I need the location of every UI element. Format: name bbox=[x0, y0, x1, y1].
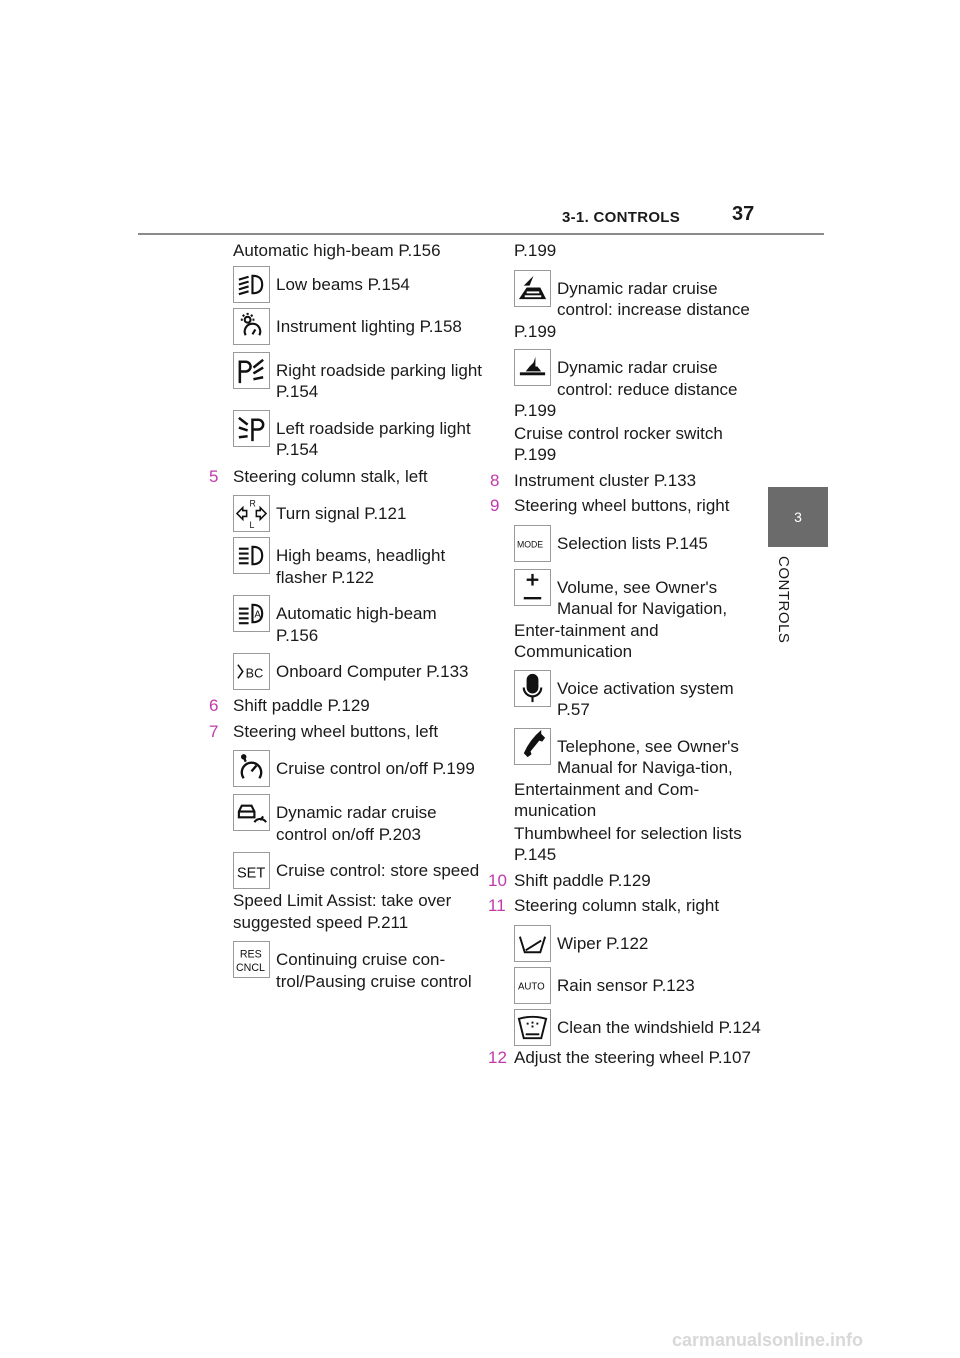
list-item: 5 Steering column stalk, left bbox=[209, 466, 428, 486]
section-title: 3-1. CONTROLS bbox=[562, 209, 681, 226]
auto-high-beam-icon bbox=[233, 595, 270, 632]
list-item: P.199 bbox=[514, 241, 557, 260]
list-item: Automatic high-beam P.156 bbox=[233, 241, 441, 260]
list-item: Cruise control on/off P.199 bbox=[233, 750, 483, 787]
side-tab: 3 bbox=[768, 487, 828, 547]
list-item: Wiper P.122 bbox=[514, 925, 764, 962]
list-item: BC Onboard Computer P.133 bbox=[233, 653, 483, 690]
list-item: 8 Instrument cluster P.133 bbox=[490, 470, 697, 490]
windshield-clean-icon bbox=[514, 1009, 551, 1046]
wiper-icon bbox=[514, 925, 551, 962]
side-tab-label: CONTROLS bbox=[775, 556, 792, 644]
auto-icon-text: AUTO bbox=[517, 980, 545, 992]
right-column bbox=[488, 240, 764, 1072]
left-parking-light-icon bbox=[233, 410, 270, 447]
onboard-computer-bc: BC bbox=[245, 666, 264, 681]
list-item: High beams, headlight flasher P.122 bbox=[233, 537, 483, 588]
list-item: R L Turn signal P.121 bbox=[233, 495, 483, 532]
list-item: Telephone, see Owner's Manual for Naviga-tion, Entertainment and Com-munication bbox=[514, 728, 764, 822]
cncl-icon-text: CNCL bbox=[235, 962, 265, 975]
list-item: Dynamic radar cruise control: increase distance P.199 bbox=[514, 270, 764, 343]
list-item: Right roadside parking light P.154 bbox=[233, 352, 483, 403]
auto-high-beam-a: A bbox=[254, 609, 261, 621]
watermark: carmanualsonline.info bbox=[672, 1330, 864, 1350]
list-item: Thumbwheel for selection lists P.145 bbox=[514, 823, 742, 864]
mode-icon-text: MODE bbox=[516, 538, 544, 549]
high-beam-icon bbox=[233, 537, 270, 574]
list-item: MODE Selection lists P.145 bbox=[514, 525, 764, 562]
cruise-control-icon bbox=[233, 750, 270, 787]
list-item: RES CNCL Continuing cruise con-trol/Pausing cruise control bbox=[233, 941, 483, 992]
list-item: 6 Shift paddle P.129 bbox=[209, 696, 370, 715]
instrument-lighting-icon bbox=[233, 308, 270, 345]
list-item: AUTO Rain sensor P.123 bbox=[514, 967, 764, 1004]
auto-icon bbox=[514, 967, 551, 1004]
onboard-computer-icon bbox=[233, 653, 270, 690]
set-icon-text: SET bbox=[236, 865, 266, 882]
list-item: Voice activation system P.57 bbox=[514, 670, 764, 721]
list-item: Low beams P.154 bbox=[233, 266, 483, 303]
list-item: Dynamic radar cruise control: reduce distance P.199 bbox=[514, 349, 764, 422]
list-item: Volume, see Owner's Manual for Navigation, Enter-tainment and Communication bbox=[514, 569, 764, 663]
list-item: Left roadside parking light P.154 bbox=[233, 410, 483, 461]
mode-icon bbox=[514, 525, 551, 562]
page-number: 37 bbox=[732, 203, 755, 225]
turn-signal-l: L bbox=[249, 520, 255, 530]
turn-signal-icon bbox=[233, 495, 270, 532]
res-cncl-icon bbox=[233, 941, 270, 978]
volume-icon bbox=[514, 569, 551, 606]
header-rule bbox=[138, 233, 824, 235]
list-item: A Automatic high-beam P.156 bbox=[233, 595, 483, 646]
microphone-icon bbox=[514, 670, 551, 707]
res-icon-text: RES bbox=[239, 948, 262, 961]
list-item: 12 Adjust the steering wheel P.107 bbox=[488, 1047, 751, 1067]
set-icon bbox=[233, 852, 270, 889]
list-item: Cruise control rocker switch P.199 bbox=[514, 423, 723, 464]
right-parking-light-icon bbox=[233, 352, 270, 389]
list-item: 9 Steering wheel buttons, right bbox=[490, 496, 730, 515]
radar-cruise-icon bbox=[233, 794, 270, 831]
list-item: 7 Steering wheel buttons, left bbox=[209, 721, 439, 741]
list-item: SET Cruise control: store speed bbox=[233, 852, 483, 889]
turn-signal-r: R bbox=[249, 498, 256, 509]
list-item: Speed Limit Assist: take over suggested speed P.211 bbox=[233, 891, 452, 932]
list-item: Instrument lighting P.158 bbox=[233, 308, 483, 345]
low-beam-icon bbox=[233, 266, 270, 303]
list-item: 10 Shift paddle P.129 bbox=[488, 870, 651, 890]
telephone-icon bbox=[514, 728, 551, 765]
list-item: Clean the windshield P.124 bbox=[514, 1009, 764, 1046]
left-column bbox=[209, 240, 483, 993]
increase-distance-icon bbox=[514, 270, 551, 307]
reduce-distance-icon bbox=[514, 349, 551, 386]
list-item: 11 Steering column stalk, right bbox=[488, 896, 720, 915]
list-item: Dynamic radar cruise control on/off P.203 bbox=[233, 794, 483, 845]
